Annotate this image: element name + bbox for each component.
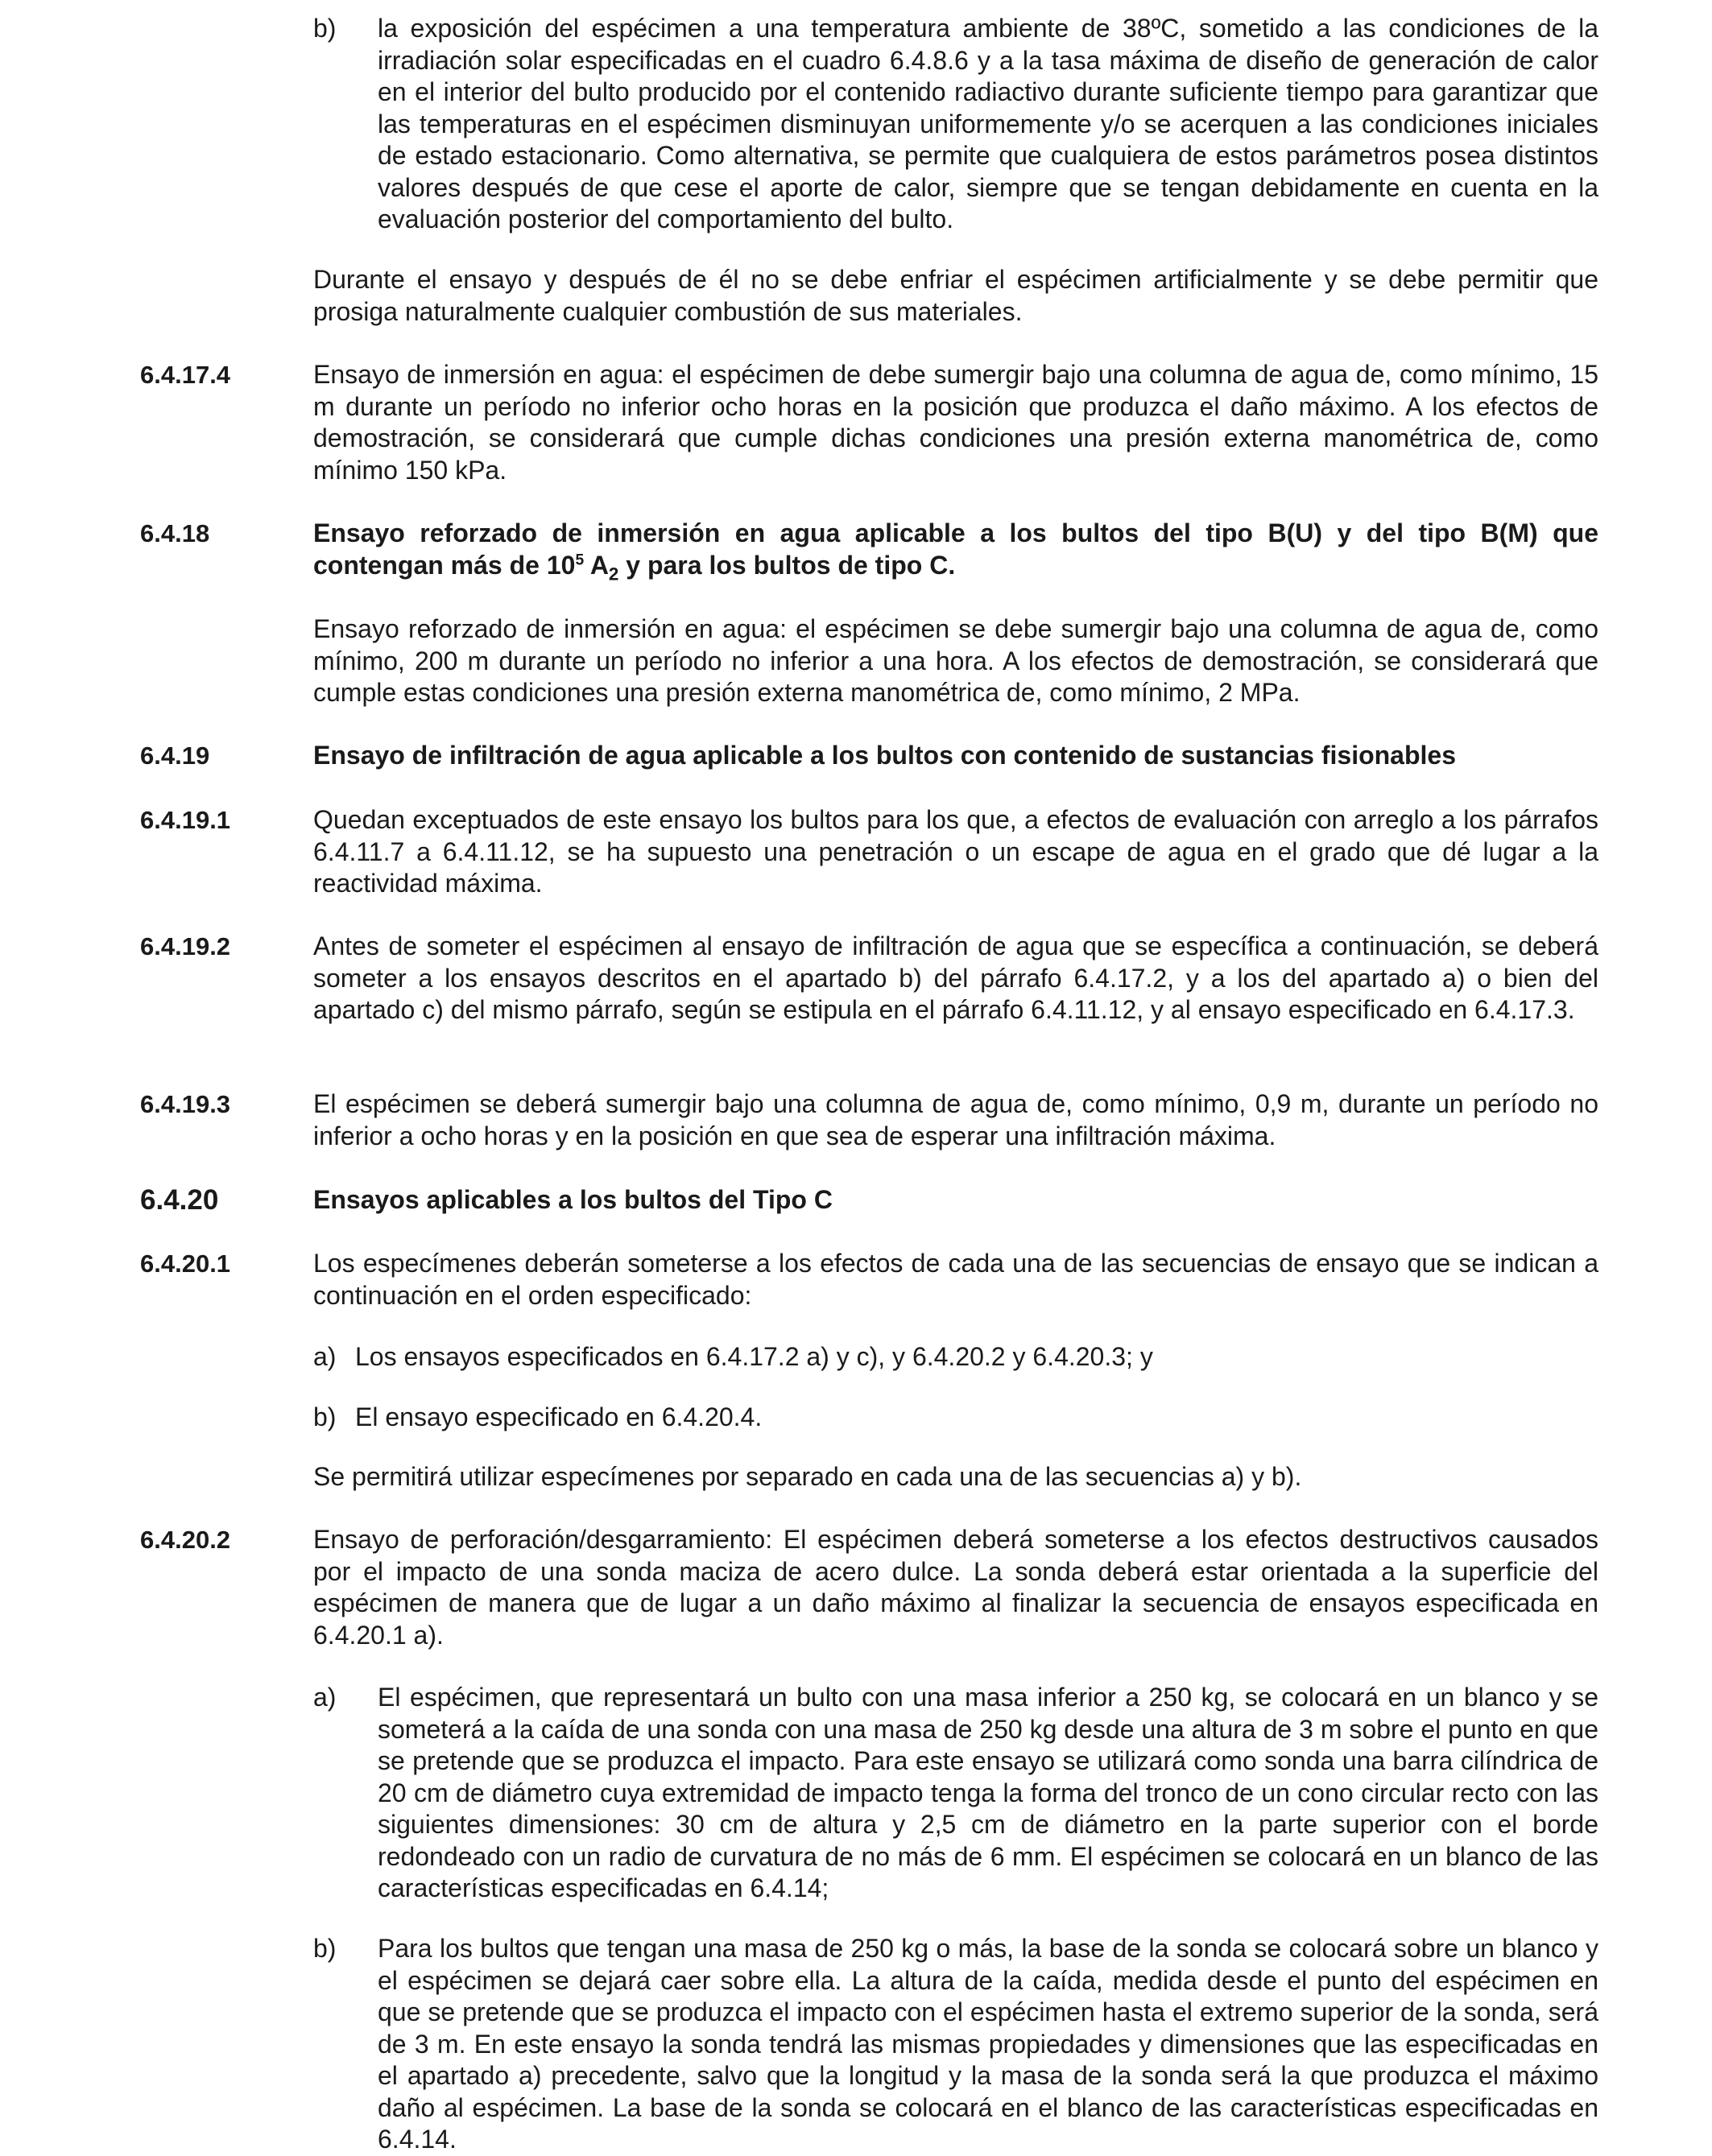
list-marker-b: b) (313, 1934, 337, 1963)
section-number-6-4-19-3: 6.4.19.3 (140, 1090, 231, 1118)
paragraph-immersion-test: Ensayo de inmersión en agua: el espécimen de debe sumergir bajo una columna de agua de, como mínimo, 15 m durante un período no inferior ocho horas en la posición que produzca el daño máximo. A los efectos de demostración, se considerará que cumple dichas condiciones una presión externa manométrica de, como mínimo 150 kPa. (313, 360, 1598, 485)
list-item-b: El ensayo especificado en 6.4.20.4. (355, 1402, 763, 1431)
paragraph-cooling: Durante el ensayo y después de él no se debe enfriar el espécimen artificialmente y se debe permitir que prosiga naturalmente cualquier combustión de sus materiales. (313, 265, 1598, 326)
section-number-6-4-19-1: 6.4.19.1 (140, 806, 231, 834)
heading-reinforced-immersion (313, 518, 1598, 584)
section-number-6-4-18: 6.4.18 (140, 519, 210, 547)
section-number-6-4-20-1: 6.4.20.1 (140, 1249, 231, 1278)
list-item-b-specimen-drop: Para los bultos que tengan una masa de 250 kg o más, la base de la sonda se colocará sobre un blanco y el espécimen se dejará caer sobre ella. La altura de la caída, medida desde el punto del espécimen en que se pretende que se produzca el impacto con el espécimen hasta el extremo superior de la sonda, será de 3 m. En este ensayo la sonda tendrá las mismas propiedades y dimensiones que las especificadas en el apartado a) precedente, salvo que la longitud y la masa de la sonda será la que produzca el máximo daño al espécimen. La base de la sonda se colocará en el blanco de las características especificadas en 6.4.14. (378, 1934, 1598, 2154)
heading-subscript: 2 (608, 563, 619, 584)
paragraph-puncture-test: Ensayo de perforación/desgarramiento: El espécimen deberá someterse a los efectos destructivos causados por el impacto de una sonda maciza de acero dulce. La sonda deberá estar orientada a la superficie del espécimen de manera que de lugar a un daño máximo al finalizar la secuencia de ensayos especificada en 6.4.20.1 a). (313, 1525, 1598, 1650)
list-marker-a: a) (313, 1342, 337, 1371)
paragraph-exemptions: Quedan exceptuados de este ensayo los bultos para los que, a efectos de evaluación con arreglo a los párrafos 6.4.11.7 a 6.4.11.12, se ha supuesto una penetración o un escape de agua en el grado que dé lugar a la reactividad máxima. (313, 805, 1598, 898)
heading-part-3: y para los bultos de tipo C. (618, 550, 956, 580)
section-number-6-4-19-2: 6.4.19.2 (140, 932, 231, 960)
list-marker-a: a) (313, 1683, 337, 1712)
section-number-6-4-20: 6.4.20 (140, 1184, 219, 1216)
section-number-6-4-17-4: 6.4.17.4 (140, 361, 231, 389)
list-item-a-probe-drop: El espécimen, que representará un bulto con una masa inferior a 250 kg, se colocará en un blanco y se someterá a la caída de una sonda con una masa de 250 kg desde una altura de 3 m sobre el punto en que se pretende que se produzca el impacto. Para este ensayo se utilizará como sonda una barra cilíndrica de 20 cm de diámetro cuya extremidad de impacto tenga la forma del tronco de un cono circular recto con las siguientes dimensiones: 30 cm de altura y 2,5 cm de diámetro en la parte superior con el borde redondeado con un radio de curvatura de no más de 6 mm. El espécimen se colocará en un blanco de las características especificadas en 6.4.14; (378, 1683, 1598, 1902)
heading-part-1: Ensayo reforzado de inmersión en agua aplicable a los bultos del tipo B(U) y del tipo B(M) que contengan más de 10 (313, 518, 1598, 580)
paragraph-b-exposure: la exposición del espécimen a una temperatura ambiente de 38ºC, sometido a las condiciones de la irradiación solar especificadas en el cuadro 6.4.8.6 y a la tasa máxima de diseño de generación de calor en el interior del bulto producido por el contenido radiactivo durante suficiente tiempo para garantizar que las temperaturas en el espécimen disminuyan uniformemente y/o se acerquen a las condiciones iniciales de estado estacionario. Como alternativa, se permite que cualquiera de estos parámetros posea distintos valores después de que cese el aporte de calor, siempre que se tengan debidamente en cuenta en la evaluación posterior del comportamiento del bulto. (378, 14, 1598, 233)
paragraph-prior-tests: Antes de someter el espécimen al ensayo de infiltración de agua que se específica a continuación, se deberá someter a los ensayos descritos en el apartado b) del párrafo 6.4.17.2, y a los del apartado a) o bien del apartado c) del mismo párrafo, según se estipula en el párrafo 6.4.11.12, y al ensayo especificado en 6.4.17.3. (313, 931, 1598, 1024)
section-number-6-4-19: 6.4.19 (140, 741, 210, 770)
heading-superscript: 5 (575, 551, 585, 568)
heading-water-infiltration: Ensayo de infiltración de agua aplicable a los bultos con contenido de sustancias fisionables (313, 741, 1456, 770)
list-marker-b: b) (313, 1402, 337, 1431)
heading-part-2: A (584, 550, 609, 580)
heading-type-c-tests: Ensayos aplicables a los bultos del Tipo C (313, 1185, 833, 1214)
section-number-6-4-20-2: 6.4.20.2 (140, 1526, 231, 1554)
paragraph-reinforced-immersion: Ensayo reforzado de inmersión en agua: el espécimen se debe sumergir bajo una columna de agua de, como mínimo, 200 m durante un período no inferior a una hora. A los efectos de demostración, se considerará que cumple estas condiciones una presión externa manométrica de, como mínimo, 2 MPa. (313, 614, 1598, 707)
paragraph-submersion: El espécimen se deberá sumergir bajo una columna de agua de, como mínimo, 0,9 m, durante un período no inferior a ocho horas y en la posición en que sea de esperar una infiltración máxima. (313, 1089, 1598, 1150)
list-marker-b: b) (313, 14, 337, 43)
paragraph-specimens-sequence: Los especímenes deberán someterse a los efectos de cada una de las secuencias de ensayo que se indican a continuación en el orden especificado: (313, 1249, 1598, 1310)
list-item-a: Los ensayos especificados en 6.4.17.2 a) y c), y 6.4.20.2 y 6.4.20.3; y (355, 1342, 1153, 1371)
paragraph-separate-specimens: Se permitirá utilizar especímenes por separado en cada una de las secuencias a) y b). (313, 1462, 1302, 1491)
